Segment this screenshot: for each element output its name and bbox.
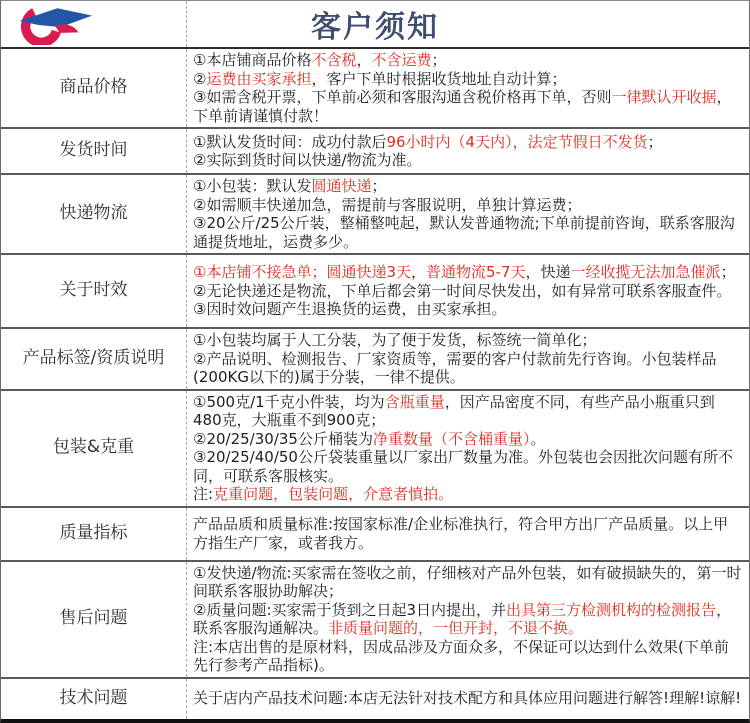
page-title: 客户须知 (311, 10, 439, 45)
row-label: 包装&克重 (1, 391, 187, 506)
row-label: 快递物流 (1, 175, 187, 253)
notice-line: ①500克/1千克小件装，均为含瓶重量，因产品密度不同，有些产品小瓶重只到480克，大瓶重不到900克； (193, 392, 715, 429)
notice-line: ③如需含税开票，下单前必须和客服沟通含税价格再下单，否则一律默认开收据，下单前请谨慎付款！ (193, 88, 732, 125)
notice-line: ③20公斤/25公斤装，整桶整吨起，默认发普通物流;下单前提前咨询，联系客服沟通提货地址，运费多少。 (193, 214, 735, 251)
row-label: 发货时间 (1, 129, 187, 173)
notice-line: 产品品质和质量标准:按国家标准/企业标准执行，符合甲方出厂产品质量。以上甲方指生产厂家，或者我方。 (193, 515, 729, 552)
header (1, 1, 749, 49)
notice-line: ②产品说明、检测报告、厂家资质等，需要的客户付款前先行咨询。小包装样品(200KG以下的)属于分装，一律不提供。 (193, 349, 717, 386)
table-row (1, 389, 749, 506)
notice-line: ①小包装：默认发圆通快递； (193, 177, 387, 195)
notice-line: ②实际到货时间以快递/物流为准。 (193, 151, 422, 169)
row-content (187, 175, 749, 253)
row-content (187, 129, 749, 173)
notice-line: 关于店内产品技术问题:本店无法针对技术配方和具体应用问题进行解答!理解!谅解! (193, 689, 742, 708)
row-label: 质量指标 (1, 508, 187, 560)
row-content (187, 329, 749, 389)
notice-line: 注:本店出售的是原材料，因成品涉及方面众多，不保证可以达到什么效果(下单前先行参考产品指标)。 (193, 637, 729, 674)
table-row (1, 677, 749, 719)
notice-line: ②运费由买家承担，客户下单时根据收货地址自动计算； (193, 69, 567, 88)
row-content (187, 255, 749, 327)
table-row (1, 127, 749, 173)
table-row (1, 506, 749, 560)
notice-line: ①小包装均属于人工分装，为了便于发货，标签统一简单化； (193, 331, 597, 349)
table-row (1, 327, 749, 389)
table-row (1, 253, 749, 327)
row-content (187, 391, 749, 506)
table-row (1, 560, 749, 677)
row-content (187, 508, 749, 560)
notice-line: ②无论快递还是物流，下单后都会第一时间尽快发出，如有异常可联系客服查件。 (193, 281, 732, 300)
row-label: 关于时效 (1, 255, 187, 327)
notice-line: ①发快递/物流:买家需在签收之前，仔细核对产品外包装，如有破损缺失的，第一时间联系客服协助解决； (193, 563, 742, 600)
logo-cell (1, 1, 187, 47)
notice-line: ②如需顺丰快递加急，需提前与客服说明，单独计算运费； (193, 195, 582, 214)
table-row (1, 49, 749, 127)
notice-line: ①默认发货时间：成功付款后96小时内（4天内），法定节假日不发货； (193, 132, 663, 151)
row-content (187, 49, 749, 127)
notice-line: ①本店铺商品价格不含税，不含运费； (193, 51, 447, 69)
notice-line: ②20/25/30/35公斤桶装为净重数量（不含桶重量）。 (193, 429, 546, 448)
row-label: 产品标签/资质说明 (1, 329, 187, 389)
notice-line: 注:克重问题，包装问题，介意者慎拍。 (193, 485, 454, 503)
row-label: 技术问题 (1, 679, 187, 719)
notice-table (1, 49, 749, 719)
row-label: 商品价格 (1, 49, 187, 127)
notice-line: ①本店铺不接急单；圆通快递3天，普通物流5-7天，快递一经收揽无法加急催派； (193, 263, 736, 282)
row-label: 售后问题 (1, 562, 187, 677)
notice-line: ③20/25/40/50公斤袋装重量以厂家出厂数量为准。外包装也会因批次问题有所不同，可联系客服核实。 (193, 448, 733, 485)
notice-line: ③因时效问题产生退换货的运费，由买家承担。 (193, 300, 507, 319)
row-content (187, 562, 749, 677)
notice-line: ②质量问题:买家需于货到之日起3日内提出，并出具第三方检测机构的检测报告，联系客服沟通解决。非质量问题的，一但开封，不退不换。 (193, 600, 732, 637)
store-logo (9, 3, 109, 45)
table-row (1, 173, 749, 253)
